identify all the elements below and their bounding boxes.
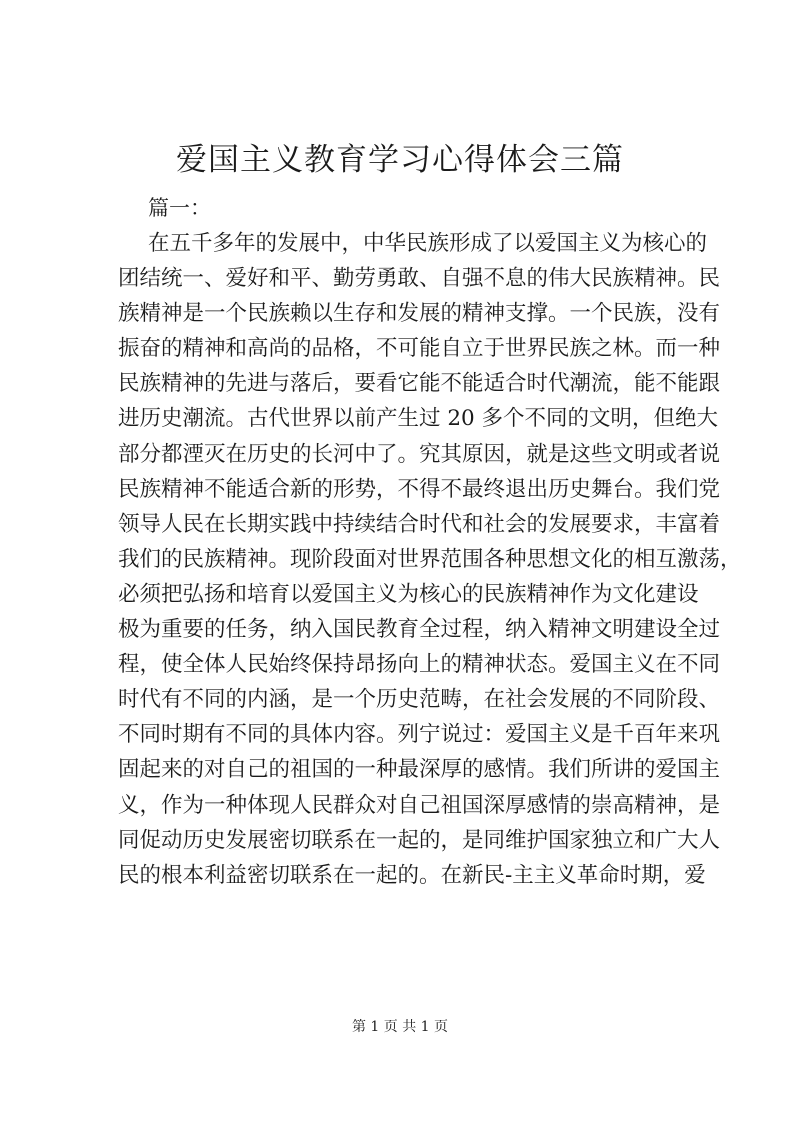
body-line: 固起来的对自己的祖国的一种最深厚的感情。我们所讲的爱国主: [118, 757, 721, 783]
page-footer: 第 1 页 共 1 页: [351, 1019, 449, 1035]
body-line: 部分都湮灭在历史的长河中了。究其原因，就是这些文明或者说: [118, 441, 721, 467]
body-line: 民族精神的先进与落后，要看它能不能适合时代潮流，能不能跟: [118, 371, 721, 397]
body-line: 程，使全体人民始终保持昂扬向上的精神状态。爱国主义在不同: [118, 652, 721, 678]
section-label: 篇一：: [148, 196, 211, 220]
body-line: 时代有不同的内涵，是一个历史范畴，在社会发展的不同阶段、: [118, 687, 721, 713]
body-line: 领导人民在长期实践中持续结合时代和社会的发展要求，丰富着: [118, 511, 721, 537]
body-line: 我们的民族精神。现阶段面对世界范围各种思想文化的相互激荡，: [118, 546, 742, 572]
body-line: 民的根本利益密切联系在一起的。在新民-主主义革命时期，爱: [118, 862, 706, 888]
body-line: 同促动历史发展密切联系在一起的，是同维护国家独立和广大人: [118, 827, 721, 853]
document-title: 爱国主义教育学习心得体会三篇: [176, 142, 624, 178]
body-line: 团结统一、爱好和平、勤劳勇敢、自强不息的伟大民族精神。民: [118, 266, 721, 292]
body-line: 振奋的精神和高尚的品格，不可能自立于世界民族之林。而一种: [118, 336, 721, 362]
body-line: 进历史潮流。古代世界以前产生过 20 多个不同的文明，但绝大: [118, 406, 719, 432]
body-line: 极为重要的任务，纳入国民教育全过程，纳入精神文明建设全过: [118, 617, 721, 643]
body-line: 必须把弘扬和培育以爱国主义为核心的民族精神作为文化建设: [118, 581, 699, 607]
body-line: 不同时期有不同的具体内容。列宁说过：爱国主义是千百年来巩: [118, 722, 721, 748]
body-line: 民族精神不能适合新的形势，不得不最终退出历史舞台。我们党: [118, 476, 721, 502]
body-line: 族精神是一个民族赖以生存和发展的精神支撑。一个民族，没有: [118, 301, 721, 327]
body-line: 义，作为一种体现人民群众对自己祖国深厚感情的崇高精神，是: [118, 792, 721, 818]
body-text: [0, 226, 800, 893]
body-line: 在五千多年的发展中，中华民族形成了以爱国主义为核心的: [148, 231, 708, 256]
